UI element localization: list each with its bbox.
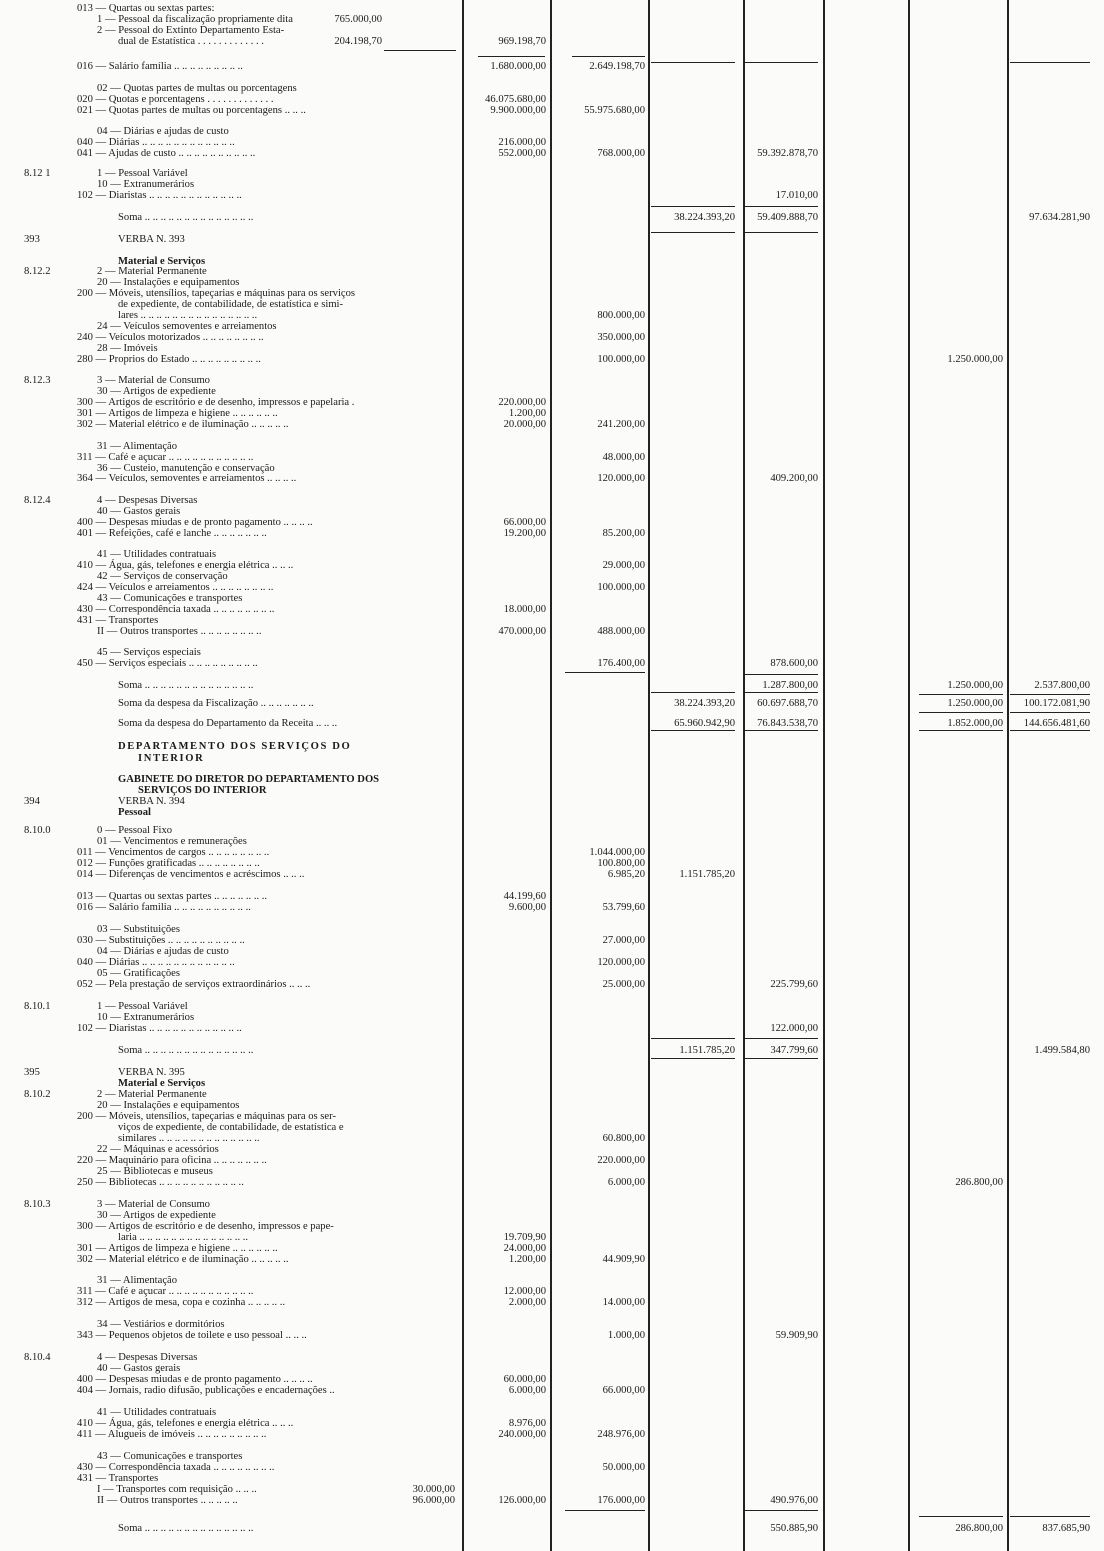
ledger-row bbox=[0, 529, 1104, 541]
line-label: 430 — Correspondência taxada .. .. .. .. .. .. .. .. bbox=[77, 604, 275, 615]
amount-c1: 470.000,00 bbox=[498, 626, 546, 637]
amount-c3: 38.224.393,20 bbox=[674, 698, 735, 709]
amount-c6: 97.634.281,90 bbox=[1029, 212, 1090, 223]
sum-rule bbox=[651, 730, 735, 731]
line-label: 20 — Instalações e equipamentos bbox=[97, 1100, 240, 1111]
amount-c2: 768.000,00 bbox=[597, 148, 645, 159]
amount-c4: 59.409.888,70 bbox=[757, 212, 818, 223]
amount-c2: 176.400,00 bbox=[597, 658, 645, 669]
line-label: 2 — Pessoal do Extinto Departamento Esta- bbox=[97, 25, 285, 36]
amount-c1: 19.200,00 bbox=[503, 528, 546, 539]
amount-c4: 59.909,90 bbox=[775, 1330, 818, 1341]
amount-c2: 350.000,00 bbox=[597, 332, 645, 343]
amount-c1: 66.000,00 bbox=[503, 517, 546, 528]
line-label: 25 — Bibliotecas e museus bbox=[97, 1166, 213, 1177]
amount-c4: 490.976,00 bbox=[770, 1495, 818, 1506]
line-label: DEPARTAMENTO DOS SERVIÇOS DO bbox=[118, 741, 352, 752]
amount-c5: 1.250.000,00 bbox=[947, 354, 1003, 365]
sum-rule bbox=[651, 206, 735, 207]
amount-c2: 66.000,00 bbox=[602, 1385, 645, 1396]
sum-rule bbox=[384, 50, 456, 51]
amount-c4: 17.010,00 bbox=[775, 190, 818, 201]
amount-c2: 53.799,60 bbox=[602, 902, 645, 913]
line-label: 343 — Pequenos objetos de toilete e uso pessoal .. .. .. bbox=[77, 1330, 307, 1341]
line-label: 404 — Jornais, radio difusão, publicações e encadernações .. bbox=[77, 1385, 335, 1396]
sum-rule bbox=[1010, 712, 1090, 713]
line-label: 240 — Veículos motorizados .. .. .. .. .. .. .. .. bbox=[77, 332, 264, 343]
line-label: lares .. .. .. .. .. .. .. .. .. .. .. .. .. .. .. bbox=[118, 310, 258, 321]
line-label: 2 — Material Permanente bbox=[97, 1089, 207, 1100]
amount-c1: 969.198,70 bbox=[498, 36, 546, 47]
amount-c1: 9.900.000,00 bbox=[490, 105, 546, 116]
line-label: Soma .. .. .. .. .. .. .. .. .. .. .. .. .. .. bbox=[118, 1045, 254, 1056]
line-label: 1 — Pessoal Variável bbox=[97, 1001, 188, 1012]
sum-rule bbox=[919, 1516, 1003, 1517]
line-label: dual de Estatística . . . . . . . . . . . . . bbox=[118, 36, 264, 47]
ledger-row bbox=[0, 474, 1104, 486]
sum-rule bbox=[919, 694, 1003, 695]
line-label: 20 — Instalações e equipamentos bbox=[97, 277, 240, 288]
amount-c2: 27.000,00 bbox=[602, 935, 645, 946]
line-label: 102 — Diaristas .. .. .. .. .. .. .. .. .. .. .. .. bbox=[77, 190, 242, 201]
line-label: 40 — Gastos gerais bbox=[97, 506, 181, 517]
line-label: 013 — Quartas ou sextas partes .. .. .. .. .. .. .. bbox=[77, 891, 268, 902]
amount-c1: 44.199,60 bbox=[503, 891, 546, 902]
line-label: 10 — Extranumerários bbox=[97, 179, 195, 190]
line-label: 28 — Imóveis bbox=[97, 343, 158, 354]
line-label: similares .. .. .. .. .. .. .. .. .. .. .. .. .. bbox=[118, 1133, 260, 1144]
ledger-row bbox=[0, 62, 1104, 74]
ledger-row bbox=[0, 699, 1104, 711]
line-label: 410 — Água, gás, telefones e energia elétrica .. .. .. bbox=[77, 1418, 294, 1429]
line-label: 01 — Vencimentos e remunerações bbox=[97, 836, 247, 847]
amount-c2: 50.000,00 bbox=[602, 1462, 645, 1473]
line-label: Soma .. .. .. .. .. .. .. .. .. .. .. .. .. .. bbox=[118, 1523, 254, 1534]
line-label: 02 — Quotas partes de multas ou porcentagens bbox=[97, 83, 297, 94]
line-label: 40 — Gastos gerais bbox=[97, 1363, 181, 1374]
line-label: 040 — Diárias .. .. .. .. .. .. .. .. .. .. .. .. bbox=[77, 957, 235, 968]
line-label: 013 — Quartas ou sextas partes: bbox=[77, 3, 215, 14]
amount-c6: 837.685,90 bbox=[1042, 1523, 1090, 1534]
line-label: 10 — Extranumerários bbox=[97, 1012, 195, 1023]
amount-c6: 1.499.584,80 bbox=[1034, 1045, 1090, 1056]
line-label: 021 — Quotas partes de multas ou porcentagens .. .. .. bbox=[77, 105, 306, 116]
line-label: 014 — Diferenças de vencimentos e acréscimos .. .. .. bbox=[77, 869, 305, 880]
amount-c4: 550.885,90 bbox=[770, 1523, 818, 1534]
line-label: GABINETE DO DIRETOR DO DEPARTAMENTO DOS bbox=[118, 774, 380, 785]
amount-c1: 1.680.000,00 bbox=[490, 61, 546, 72]
line-label: 364 — Veículos, semoventes e arreiamentos .. .. .. .. bbox=[77, 473, 297, 484]
amount-c1: 126.000,00 bbox=[498, 1495, 546, 1506]
line-label: 424 — Veículos e arreiamentos .. .. .. .. .. .. .. .. bbox=[77, 582, 274, 593]
line-label: 016 — Salário familia .. .. .. .. .. .. .. .. .. .. bbox=[77, 902, 251, 913]
amount-c2: 220.000,00 bbox=[597, 1155, 645, 1166]
line-label: 31 — Alimentação bbox=[97, 1275, 178, 1286]
line-label: 041 — Ajudas de custo .. .. .. .. .. .. .. .. .. .. bbox=[77, 148, 256, 159]
line-label: 41 — Utilidades contratuais bbox=[97, 1407, 217, 1418]
ledger-row bbox=[0, 870, 1104, 882]
line-label: 04 — Diárias e ajudas de custo bbox=[97, 946, 229, 957]
amount-c0: 204.198,70 bbox=[334, 36, 382, 47]
line-label: de expediente, de contabilidade, de estatística e simi- bbox=[118, 299, 344, 310]
sum-rule bbox=[744, 1510, 818, 1511]
ledger-row bbox=[0, 980, 1104, 992]
amount-c0: 765.000,00 bbox=[334, 14, 382, 25]
sum-rule bbox=[919, 712, 1003, 713]
amount-c2: 120.000,00 bbox=[597, 473, 645, 484]
sum-rule bbox=[1010, 1516, 1090, 1517]
amount-c4: 122.000,00 bbox=[770, 1023, 818, 1034]
line-label: 200 — Móveis, utensílios, tapeçarias e máquinas para os ser- bbox=[77, 1111, 336, 1122]
line-label: 301 — Artigos de limpeza e higiene .. .. .. .. .. .. bbox=[77, 408, 278, 419]
line-label: 302 — Material elétrico e de iluminação .. .. .. .. .. bbox=[77, 1254, 289, 1265]
sum-rule bbox=[744, 206, 818, 207]
sum-rule bbox=[651, 62, 735, 63]
amount-c4: 59.392.878,70 bbox=[757, 148, 818, 159]
ledger-row bbox=[0, 1496, 1104, 1508]
ledger-row bbox=[0, 213, 1104, 225]
amount-c1: 19.709,90 bbox=[503, 1232, 546, 1243]
line-label: 05 — Gratificações bbox=[97, 968, 180, 979]
ledger-row bbox=[0, 1046, 1104, 1058]
ledger-row bbox=[0, 37, 1104, 49]
line-label: 431 — Transportes bbox=[77, 1473, 159, 1484]
line-label: 24 — Veículos semoventes e arreiamentos bbox=[97, 321, 277, 332]
amount-c3: 65.960.942,90 bbox=[674, 718, 735, 729]
amount-c6: 144.656.481,60 bbox=[1023, 718, 1090, 729]
line-label: 3 — Material de Consumo bbox=[97, 375, 210, 386]
amount-c1: 216.000,00 bbox=[498, 137, 546, 148]
line-label: Soma .. .. .. .. .. .. .. .. .. .. .. .. .. .. bbox=[118, 680, 254, 691]
sum-rule bbox=[651, 1058, 735, 1059]
ledger-row bbox=[0, 1178, 1104, 1190]
amount-c2: 1.000,00 bbox=[607, 1330, 645, 1341]
line-label: 04 — Diárias e ajudas de custo bbox=[97, 126, 229, 137]
line-label: 012 — Funções gratificadas .. .. .. .. .. .. .. .. bbox=[77, 858, 260, 869]
amount-c1: 12.000,00 bbox=[503, 1286, 546, 1297]
classification-code: 393 bbox=[24, 234, 40, 245]
line-label: 011 — Vencimentos de cargos .. .. .. .. .. .. .. .. bbox=[77, 847, 270, 858]
classification-code: 8.10.2 bbox=[24, 1089, 51, 1100]
sum-rule bbox=[744, 674, 818, 675]
classification-code: 8.12.3 bbox=[24, 375, 51, 386]
ledger-row bbox=[0, 1331, 1104, 1343]
line-label: 30 — Artigos de expediente bbox=[97, 386, 216, 397]
line-label: I — Transportes com requisição .. .. .. bbox=[97, 1484, 257, 1495]
amount-c3: 1.151.785,20 bbox=[679, 1045, 735, 1056]
line-label: 36 — Custeio, manutenção e conservação bbox=[97, 463, 275, 474]
line-label: 250 — Bibliotecas .. .. .. .. .. .. .. .. .. .. .. bbox=[77, 1177, 244, 1188]
classification-code: 8.10.3 bbox=[24, 1199, 51, 1210]
ledger-row bbox=[0, 681, 1104, 693]
line-label: 431 — Transportes bbox=[77, 615, 159, 626]
sum-rule bbox=[1010, 694, 1090, 695]
sum-rule bbox=[744, 1058, 818, 1059]
amount-c5: 1.250.000,00 bbox=[947, 680, 1003, 691]
amount-c1: 8.976,00 bbox=[508, 1418, 546, 1429]
line-label: 45 — Serviços especiais bbox=[97, 647, 201, 658]
ledger-row bbox=[0, 1524, 1104, 1536]
ledger-row bbox=[0, 754, 1104, 766]
amount-c5: 286.800,00 bbox=[955, 1523, 1003, 1534]
amount-c2: 176.000,00 bbox=[597, 1495, 645, 1506]
amount-c3: 1.151.785,20 bbox=[679, 869, 735, 880]
classification-code: 395 bbox=[24, 1067, 40, 1078]
line-label: 3 — Material de Consumo bbox=[97, 1199, 210, 1210]
amount-c2: 248.976,00 bbox=[597, 1429, 645, 1440]
ledger-row bbox=[0, 149, 1104, 161]
sum-rule bbox=[565, 672, 645, 673]
line-label: 020 — Quotas e porcentagens . . . . . . . . . . . . . bbox=[77, 94, 274, 105]
ledger-row bbox=[0, 1298, 1104, 1310]
amount-c2: 800.000,00 bbox=[597, 310, 645, 321]
line-label: 040 — Diárias .. .. .. .. .. .. .. .. .. .. .. .. bbox=[77, 137, 235, 148]
line-label: Material e Serviços bbox=[118, 256, 206, 267]
line-label: II — Outros transportes .. .. .. .. .. bbox=[97, 1495, 238, 1506]
ledger-row bbox=[0, 1024, 1104, 1036]
amount-c2: 55.975.680,00 bbox=[584, 105, 645, 116]
ledger-row bbox=[0, 627, 1104, 639]
amount-c1: 20.000,00 bbox=[503, 419, 546, 430]
line-label: 102 — Diaristas .. .. .. .. .. .. .. .. .. .. .. .. bbox=[77, 1023, 242, 1034]
amount-c1: 9.600,00 bbox=[508, 902, 546, 913]
amount-c4: 409.200,00 bbox=[770, 473, 818, 484]
sum-rule bbox=[651, 1038, 735, 1039]
amount-c2: 6.000,00 bbox=[607, 1177, 645, 1188]
amount-c4: 60.697.688,70 bbox=[757, 698, 818, 709]
ledger-row bbox=[0, 1430, 1104, 1442]
line-label: 30 — Artigos de expediente bbox=[97, 1210, 216, 1221]
amount-c5: 286.800,00 bbox=[955, 1177, 1003, 1188]
amount-c2: 488.000,00 bbox=[597, 626, 645, 637]
inline-amount: 96.000,00 bbox=[412, 1495, 455, 1506]
amount-c4: 225.799,60 bbox=[770, 979, 818, 990]
line-label: 1 — Pessoal Variável bbox=[97, 168, 188, 179]
amount-c5: 1.852.000,00 bbox=[947, 718, 1003, 729]
amount-c2: 100.800,00 bbox=[597, 858, 645, 869]
amount-c4: 1.287.800,00 bbox=[762, 680, 818, 691]
classification-code: 8.10.0 bbox=[24, 825, 51, 836]
sum-rule bbox=[744, 692, 818, 693]
sum-rule bbox=[744, 730, 818, 731]
ledger-row bbox=[0, 191, 1104, 203]
line-label: 301 — Artigos de limpeza e higiene .. .. .. .. .. .. bbox=[77, 1243, 278, 1254]
line-label: 4 — Despesas Diversas bbox=[97, 1352, 198, 1363]
amount-c2: 1.044.000,00 bbox=[589, 847, 645, 858]
inline-amount: 30.000,00 bbox=[412, 1484, 455, 1495]
sum-rule bbox=[572, 56, 645, 57]
line-label: Soma .. .. .. .. .. .. .. .. .. .. .. .. .. .. bbox=[118, 212, 254, 223]
line-label: 280 — Proprios do Estado .. .. .. .. .. .. .. .. .. bbox=[77, 354, 261, 365]
amount-c2: 241.200,00 bbox=[597, 419, 645, 430]
amount-c6: 100.172.081,90 bbox=[1023, 698, 1090, 709]
amount-c2: 44.909,90 bbox=[602, 1254, 645, 1265]
amount-c2: 85.200,00 bbox=[602, 528, 645, 539]
line-label: 300 — Artigos de escritório e de desenho, impressos e papelaria . bbox=[77, 397, 355, 408]
amount-c1: 6.000,00 bbox=[508, 1385, 546, 1396]
classification-code: 8.10.1 bbox=[24, 1001, 51, 1012]
sum-rule bbox=[1010, 730, 1090, 731]
amount-c2: 60.800,00 bbox=[602, 1133, 645, 1144]
ledger-row bbox=[0, 355, 1104, 367]
ledger-row bbox=[0, 420, 1104, 432]
amount-c1: 2.000,00 bbox=[508, 1297, 546, 1308]
amount-c1: 240.000,00 bbox=[498, 1429, 546, 1440]
line-label: 411 — Alugueis de imóveis .. .. .. .. .. .. .. .. .. bbox=[77, 1429, 267, 1440]
line-label: 400 — Despesas miudas e de pronto pagamento .. .. .. .. bbox=[77, 1374, 313, 1385]
line-label: 052 — Pela prestação de serviços extraordinários .. .. .. bbox=[77, 979, 311, 990]
line-label: 311 — Café e açucar .. .. .. .. .. .. .. .. .. .. .. bbox=[77, 452, 254, 463]
line-label: 1 — Pessoal da fiscalização propriamente dita bbox=[97, 14, 293, 25]
line-label: 2 — Material Permanente bbox=[97, 266, 207, 277]
line-label: 34 — Vestiários e dormitórios bbox=[97, 1319, 225, 1330]
amount-c6: 2.537.800,00 bbox=[1034, 680, 1090, 691]
line-label: 43 — Comunicações e transportes bbox=[97, 1451, 243, 1462]
amount-c2: 100.000,00 bbox=[597, 582, 645, 593]
line-label: 450 — Serviços especiais .. .. .. .. .. .. .. .. .. bbox=[77, 658, 258, 669]
sum-rule bbox=[651, 692, 735, 693]
line-label: 030 — Substituições .. .. .. .. .. .. .. .. .. .. bbox=[77, 935, 245, 946]
amount-c2: 6.985,20 bbox=[607, 869, 645, 880]
classification-code: 8.12.4 bbox=[24, 495, 51, 506]
line-label: 0 — Pessoal Fixo bbox=[97, 825, 173, 836]
sum-rule bbox=[744, 232, 818, 233]
line-label: viços de expediente, de contabilidade, de estatística e bbox=[118, 1122, 344, 1133]
sum-rule bbox=[919, 730, 1003, 731]
amount-c2: 48.000,00 bbox=[602, 452, 645, 463]
line-label: 430 — Correspondência taxada .. .. .. .. .. .. .. .. bbox=[77, 1462, 275, 1473]
amount-c2: 100.000,00 bbox=[597, 354, 645, 365]
amount-c2: 120.000,00 bbox=[597, 957, 645, 968]
line-label: Material e Serviços bbox=[118, 1078, 206, 1089]
line-label: Pessoal bbox=[118, 807, 151, 818]
line-label: laria .. .. .. .. .. .. .. .. .. .. .. .. .. .. bbox=[118, 1232, 249, 1243]
amount-c1: 552.000,00 bbox=[498, 148, 546, 159]
ledger-row bbox=[0, 106, 1104, 118]
line-label: SERVIÇOS DO INTERIOR bbox=[138, 785, 267, 796]
amount-c4: 347.799,60 bbox=[770, 1045, 818, 1056]
line-label: 016 — Salário família .. .. .. .. .. .. .. .. .. bbox=[77, 61, 243, 72]
sum-rule bbox=[651, 232, 735, 233]
ledger-row bbox=[0, 808, 1104, 820]
ledger-row bbox=[0, 1386, 1104, 1398]
line-label: 41 — Utilidades contratuais bbox=[97, 549, 217, 560]
ledger-row bbox=[0, 903, 1104, 915]
ledger-row bbox=[0, 235, 1104, 247]
line-label: 4 — Despesas Diversas bbox=[97, 495, 198, 506]
amount-c2: 29.000,00 bbox=[602, 560, 645, 571]
amount-c1: 1.200,00 bbox=[508, 408, 546, 419]
line-label: 03 — Substituições bbox=[97, 924, 180, 935]
amount-c1: 60.000,00 bbox=[503, 1374, 546, 1385]
line-label: Soma da despesa do Departamento da Receita .. .. .. bbox=[118, 718, 338, 729]
line-label: 302 — Material elétrico e de iluminação .. .. .. .. .. bbox=[77, 419, 289, 430]
ledger-row bbox=[0, 1255, 1104, 1267]
amount-c3: 38.224.393,20 bbox=[674, 212, 735, 223]
sum-rule bbox=[565, 1510, 645, 1511]
classification-code: 8.12.2 bbox=[24, 266, 51, 277]
line-label: 401 — Refeições, café e lanche .. .. .. .. .. .. .. bbox=[77, 528, 267, 539]
line-label: VERBA N. 395 bbox=[118, 1067, 185, 1078]
sum-rule bbox=[478, 56, 545, 57]
classification-code: 8.10.4 bbox=[24, 1352, 51, 1363]
amount-c2: 25.000,00 bbox=[602, 979, 645, 990]
amount-c2: 2.649.198,70 bbox=[589, 61, 645, 72]
line-label: 200 — Móveis, utensílios, tapeçarias e máquinas para os serviços bbox=[77, 288, 356, 299]
line-label: 410 — Água, gás, telefones e energia elétrica .. .. .. bbox=[77, 560, 294, 571]
line-label: 31 — Alimentação bbox=[97, 441, 178, 452]
line-label: 300 — Artigos de escritório e de desenho, impressos e pape- bbox=[77, 1221, 334, 1232]
amount-c1: 1.200,00 bbox=[508, 1254, 546, 1265]
amount-c5: 1.250.000,00 bbox=[947, 698, 1003, 709]
line-label: VERBA N. 394 bbox=[118, 796, 185, 807]
amount-c4: 878.600,00 bbox=[770, 658, 818, 669]
line-label: 400 — Despesas miudas e de pronto pagamento .. .. .. .. bbox=[77, 517, 313, 528]
line-label: 22 — Máquinas e acessórios bbox=[97, 1144, 219, 1155]
line-label: 312 — Artigos de mesa, copa e cozinha .. .. .. .. .. bbox=[77, 1297, 286, 1308]
ledger-row bbox=[0, 659, 1104, 671]
amount-c1: 46.075.680,00 bbox=[485, 94, 546, 105]
amount-c1: 24.000,00 bbox=[503, 1243, 546, 1254]
classification-code: 8.12 1 bbox=[24, 168, 51, 179]
line-label: VERBA N. 393 bbox=[118, 234, 185, 245]
sum-rule bbox=[744, 62, 818, 63]
classification-code: 394 bbox=[24, 796, 40, 807]
amount-c4: 76.843.538,70 bbox=[757, 718, 818, 729]
amount-c1: 220.000,00 bbox=[498, 397, 546, 408]
line-label: Soma da despesa da Fiscalização .. .. .. .. .. .. .. bbox=[118, 698, 314, 709]
line-label: 43 — Comunicações e transportes bbox=[97, 593, 243, 604]
amount-c1: 18.000,00 bbox=[503, 604, 546, 615]
amount-c2: 14.000,00 bbox=[602, 1297, 645, 1308]
line-label: 220 — Maquinário para oficina .. .. .. .. .. .. .. bbox=[77, 1155, 267, 1166]
sum-rule bbox=[744, 1038, 818, 1039]
sum-rule bbox=[1010, 62, 1090, 63]
line-label: 42 — Serviços de conservação bbox=[97, 571, 228, 582]
line-label: II — Outros transportes .. .. .. .. .. .. .. .. bbox=[97, 626, 262, 637]
line-label: 311 — Café e açucar .. .. .. .. .. .. .. .. .. .. .. bbox=[77, 1286, 254, 1297]
line-label: INTERIOR bbox=[138, 753, 205, 764]
